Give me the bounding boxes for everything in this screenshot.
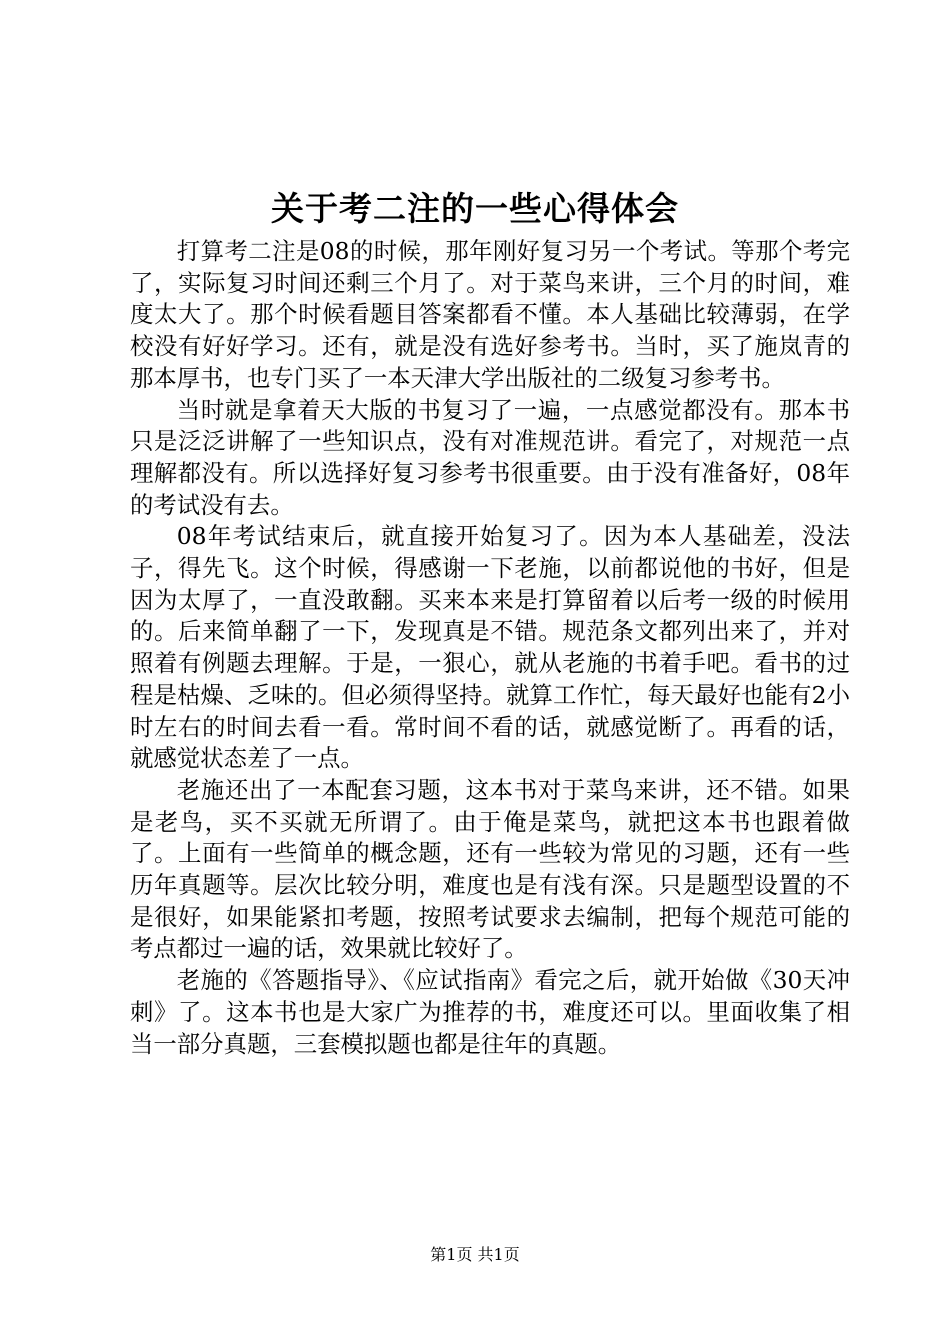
paragraph-4: 老施还出了一本配套习题，这本书对于菜鸟来讲，还不错。如果是老鸟，买不买就无所谓了。由于俺是菜鸟，就把这本书也跟着做了。上面有一些简单的概念题，还有一些较为常见的习题，还有一些历年真题等。层次比较分明，难度也是有浅有深。只是题型设置的不是很好，如果能紧扣考题，按照考试要求去编制，把每个规范可能的考点都过一遍的话，效果就比较好了。 (130, 775, 850, 963)
document-body (130, 236, 850, 1060)
page-number-footer: 第1页 共1页 (430, 1245, 520, 1264)
document-title: 关于考二注的一些心得体会 (271, 189, 679, 228)
paragraph-1: 打算考二注是08的时候，那年刚好复习另一个考试。等那个考完了，实际复习时间还剩三个月了。对于菜鸟来讲，三个月的时间，难度太大了。那个时候看题目答案都看不懂。本人基础比较薄弱，在学校没有好好学习。还有，就是没有选好参考书。当时，买了施岚青的那本厚书，也专门买了一本天津大学出版社的二级复习参考书。 (130, 237, 850, 392)
paragraph-2: 当时就是拿着天大版的书复习了一遍，一点感觉都没有。那本书只是泛泛讲解了一些知识点，没有对准规范讲。看完了，对规范一点理解都没有。所以选择好复习参考书很重要。由于没有准备好，08年的考试没有去。 (130, 395, 850, 519)
paragraph-5: 老施的《答题指导》、《应试指南》看完之后，就开始做《30天冲刺》了。这本书也是大家广为推荐的书，难度还可以。里面收集了相当一部分真题，三套模拟题也都是往年的真题。 (130, 966, 850, 1058)
paragraph-3: 08年考试结束后，就直接开始复习了。因为本人基础差，没法子，得先飞。这个时候，得感谢一下老施，以前都说他的书好，但是因为太厚了，一直没敢翻。买来本来是打算留着以后考一级的时候用的。后来简单翻了一下，发现真是不错。规范条文都列出来了，并对照着有例题去理解。于是，一狠心，就从老施的书着手吧。看书的过程是枯燥、乏味的。但必须得坚持。就算工作忙，每天最好也能有2小时左右的时间去看一看。常时间不看的话，就感觉断了。再看的话，就感觉状态差了一点。 (130, 522, 850, 773)
